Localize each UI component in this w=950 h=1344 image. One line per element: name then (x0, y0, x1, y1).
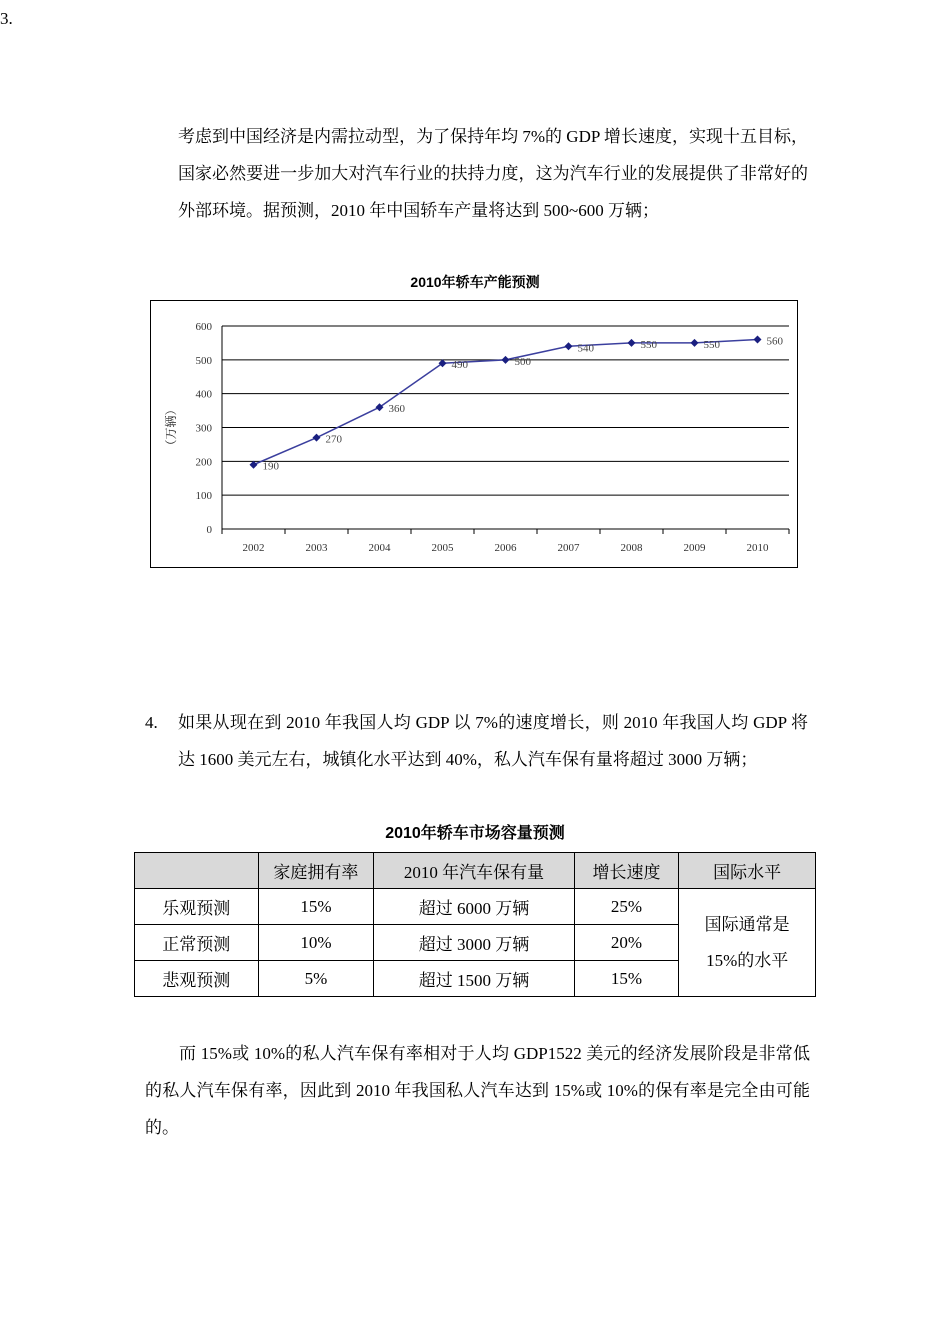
header-cell: 2010 年汽车保有量 (374, 853, 574, 889)
table-cell: 悲观预测 (135, 961, 259, 997)
x-tick-label: 2010 (746, 542, 769, 554)
x-tick-label: 2009 (683, 542, 706, 554)
merged-note-line: 15%的水平 (706, 950, 789, 970)
forecast-table (134, 852, 816, 997)
x-tick-label: 2007 (557, 542, 580, 554)
data-label: 490 (451, 359, 468, 372)
data-label: 560 (766, 335, 783, 348)
y-tick-label: 100 (195, 490, 212, 503)
x-tick-label: 2003 (305, 542, 328, 554)
international-level-cell (679, 889, 816, 997)
table-cell: 15% (574, 961, 679, 997)
data-point (628, 339, 636, 347)
merged-note-line: 国际通常是 (704, 914, 790, 934)
x-tick-label: 2006 (494, 542, 517, 554)
data-label: 190 (262, 460, 279, 473)
y-tick-label: 0 (206, 524, 212, 536)
y-axis-label: （万辆） (164, 403, 178, 452)
data-point (565, 342, 573, 350)
y-tick-label: 200 (195, 456, 212, 469)
y-tick-label: 300 (195, 422, 212, 435)
data-label: 500 (514, 355, 531, 368)
data-label: 550 (640, 338, 657, 351)
table-cell: 正常预测 (135, 925, 259, 961)
table-cell: 超过 1500 万辆 (374, 961, 574, 997)
x-tick-label: 2008 (620, 542, 643, 554)
data-label: 270 (325, 433, 342, 446)
header-cell: 家庭拥有率 (258, 853, 374, 889)
item-number-3: 3. (0, 9, 13, 28)
table-row (135, 889, 816, 925)
table-cell: 乐观预测 (135, 889, 259, 925)
data-point (313, 434, 321, 442)
table-cell: 5% (258, 961, 374, 997)
data-point (250, 461, 258, 469)
x-tick-label: 2002 (242, 542, 265, 554)
table-cell: 15% (258, 889, 374, 925)
data-label: 550 (703, 338, 720, 351)
data-label: 540 (577, 342, 594, 355)
chart-title: 2010年轿车产能预测 (410, 274, 540, 290)
table-cell: 20% (574, 925, 679, 961)
table-header-row (135, 853, 816, 889)
y-tick-label: 400 (195, 388, 212, 401)
header-cell (135, 853, 259, 889)
chart-frame (150, 300, 798, 568)
paragraph-4: 如果从现在到 2010 年我国人均 GDP 以 7%的速度增长，则 2010 年我国人均 GDP 将达 1600 美元左右，城镇化水平达到 40%，私人汽车保有量将超过 3000 万辆； (178, 713, 808, 769)
paragraph-3: 考虑到中国经济是内需拉动型，为了保持年均 7%的 GDP 增长速度，实现十五目标，国家必然要进一步加大对汽车行业的扶持力度，这为汽车行业的发展提供了非常好的外部环境。据预测，2010 年中国轿车产量将达到 500~600 万辆； (178, 127, 808, 220)
table-title: 2010年轿车市场容量预测 (385, 825, 565, 842)
data-label: 360 (388, 403, 405, 416)
header-cell: 增长速度 (574, 853, 679, 889)
table-cell: 超过 6000 万辆 (374, 889, 574, 925)
data-point (691, 339, 699, 347)
y-tick-label: 500 (195, 354, 212, 367)
table-cell: 25% (574, 889, 679, 925)
data-point (502, 356, 510, 364)
x-tick-label: 2004 (368, 542, 391, 554)
x-tick-label: 2005 (431, 542, 454, 554)
closing-paragraph: 而 15%或 10%的私人汽车保有率相对于人均 GDP1522 美元的经济发展阶段是非常低的私人汽车保有率，因此到 2010 年我国私人汽车达到 15%或 10%的保有率是完全由可能的。 (145, 1044, 810, 1137)
item-number-4: 4. (145, 713, 158, 732)
header-cell: 国际水平 (679, 853, 816, 889)
table-cell: 10% (258, 925, 374, 961)
data-point (754, 336, 762, 344)
line-chart (151, 301, 797, 567)
table-cell: 超过 3000 万辆 (374, 925, 574, 961)
y-tick-label: 600 (195, 321, 212, 333)
